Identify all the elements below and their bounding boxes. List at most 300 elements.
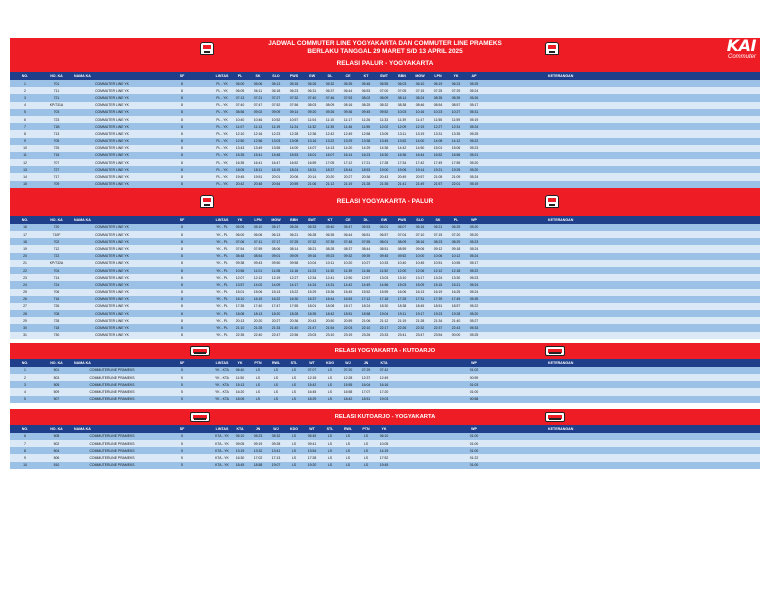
table-cell: 01:00	[469, 448, 479, 453]
table-cell: 17:20	[379, 389, 389, 394]
table-cell: 5	[181, 389, 183, 394]
table-cell: 06:03	[397, 81, 407, 86]
table-cell: 05:20	[469, 167, 479, 172]
table-cell: LS	[273, 368, 279, 373]
table-cell: 09:43	[253, 261, 263, 266]
table-cell: 18:42	[325, 311, 335, 316]
table-cell: YK - PL	[216, 225, 228, 230]
table-cell: 17:35	[235, 304, 245, 309]
column-header: BBN	[398, 74, 406, 78]
table-cell: 18:57	[451, 304, 461, 309]
table-cell: 19:25	[451, 167, 461, 172]
table-cell: 18:08	[235, 311, 245, 316]
table-cell: 11:39	[325, 124, 335, 129]
table-cell: 18:51	[343, 311, 353, 316]
table-cell: 8	[181, 139, 183, 144]
table-cell: 17:05	[325, 160, 335, 165]
table-cell: 20:20	[325, 175, 335, 180]
table-cell: 07:32	[307, 239, 317, 244]
table-cell: 12:31	[451, 124, 461, 129]
table-cell: 14:50	[415, 146, 425, 151]
column-header: STL	[290, 360, 298, 365]
table-cell: 5	[24, 110, 26, 115]
table-cell: LS	[255, 382, 261, 387]
table-cell: 09:20	[307, 110, 317, 115]
table-cell: 09:19	[253, 441, 263, 446]
train-icon	[190, 346, 210, 356]
table-cell: 22:10	[361, 326, 371, 331]
table-cell: 20:43	[307, 318, 317, 323]
table-cell: 16:19	[433, 290, 443, 295]
table-cell: LS	[363, 463, 369, 468]
table-cell: 15:06	[451, 146, 461, 151]
table-cell: 21:34	[433, 318, 443, 323]
column-header: KDG	[290, 426, 298, 431]
table-cell: 13:19	[235, 448, 245, 453]
table-cell: 17:31	[415, 297, 425, 302]
table-cell: 06:06	[253, 232, 263, 237]
column-header: LPN	[254, 217, 262, 222]
table-cell: 07:53	[343, 95, 353, 100]
table-cell: 14:29	[361, 146, 371, 151]
table-cell: 08:56	[235, 110, 245, 115]
table-cell: 09:58	[289, 261, 299, 266]
table-cell: 727	[53, 167, 60, 172]
table-cell: COMMUTER LINE YK	[95, 268, 129, 273]
table-cell: LS	[255, 368, 261, 373]
table-cell: LS	[327, 397, 333, 402]
table-cell: 17:07	[361, 389, 371, 394]
table-row	[10, 303, 760, 310]
table-cell: 07:29	[451, 88, 461, 93]
table-cell: LS	[291, 434, 297, 439]
table-cell: 18:19	[271, 167, 281, 172]
table-cell: 01:00	[469, 441, 479, 446]
table-cell: COMMUTERLINE PRAMEKS	[89, 397, 135, 402]
table-cell: 16:44	[415, 153, 425, 158]
table-cell: LS	[363, 448, 369, 453]
table-cell: 2	[24, 88, 26, 93]
table-cell: 17:55	[451, 160, 461, 165]
table-cell: 16:13	[415, 290, 425, 295]
table-cell: PL - YK	[216, 182, 228, 187]
table-cell: 10:33	[379, 261, 389, 266]
table-cell: 06:16	[415, 225, 425, 230]
table-cell: 09:26	[325, 110, 335, 115]
table-cell: 05:22	[469, 268, 479, 273]
table-cell: 19:03	[379, 397, 389, 402]
table-cell: 13:03	[379, 275, 389, 280]
table-cell: 14:02	[253, 282, 263, 287]
table-cell: 06:00	[235, 232, 245, 237]
column-header: SF	[179, 360, 185, 365]
table-cell: 12:00	[397, 268, 407, 273]
column-header: NAMA KA	[74, 360, 91, 365]
table-cell: 10:51	[433, 261, 443, 266]
column-header: STL	[326, 426, 334, 431]
table-cell: 09:06	[415, 246, 425, 251]
table-cell: 730	[53, 333, 60, 338]
table-row	[10, 102, 760, 109]
column-header: KETERANGAN	[548, 74, 574, 78]
table-body	[10, 224, 760, 339]
table-cell: COMMUTER LINE YK	[95, 246, 129, 251]
table-cell: COMMUTER LINE YK	[95, 282, 129, 287]
table-cell: 13:52	[397, 139, 407, 144]
table-cell: 10:03	[397, 110, 407, 115]
table-cell: COMMUTER LINE YK	[95, 117, 129, 122]
table-cell: 11:24	[289, 124, 299, 129]
table-cell: 09:38	[235, 261, 245, 266]
table-cell: 7	[24, 441, 26, 446]
table-row	[10, 231, 760, 238]
table-cell: 12:58	[361, 131, 371, 136]
table-cell: 11:01	[253, 268, 263, 273]
table-cell: 24	[23, 282, 27, 287]
table-cell: 12:18	[451, 268, 461, 273]
table-cell: 6	[24, 117, 26, 122]
table-cell: 17	[23, 232, 27, 237]
table-cell: 14:19	[379, 448, 389, 453]
table-cell: 711	[53, 88, 60, 93]
table-cell: 05:39	[343, 81, 353, 86]
table-cell: 724	[53, 282, 60, 287]
table-cell: 8	[181, 153, 183, 158]
column-header: KETERANGAN	[548, 426, 574, 431]
table-cell: 10:40	[397, 261, 407, 266]
column-header: SF	[179, 74, 185, 78]
table-cell: 20:13	[235, 318, 245, 323]
table-row	[10, 130, 760, 137]
table-cell: 15:55	[343, 382, 353, 387]
table-header	[10, 359, 760, 367]
table-cell: 08:23	[433, 239, 443, 244]
table-cell: 20:36	[361, 175, 371, 180]
column-header: KT	[363, 74, 369, 78]
table-cell: 14:49	[361, 282, 371, 287]
table-cell: PL - YK	[216, 95, 228, 100]
table-cell: 707	[53, 160, 60, 165]
table-cell: 19:17	[415, 311, 425, 316]
table-cell: 16:37	[307, 297, 317, 302]
table-cell: COMMUTER LINE YK	[95, 304, 129, 309]
table-cell: 15	[23, 182, 27, 187]
table-cell: COMMUTERLINE PRAMEKS	[89, 368, 135, 373]
table-cell: YK - PL	[216, 297, 228, 302]
column-header: RWL	[343, 426, 353, 431]
table-cell: 10:12	[451, 254, 461, 259]
table-cell: 06:11	[253, 88, 263, 93]
table-cell: 5	[24, 397, 26, 402]
table-cell: 704	[53, 268, 60, 273]
table-cell: 14:17	[289, 282, 299, 287]
table-cell: 8	[181, 131, 183, 136]
column-header: BBN	[290, 217, 298, 222]
table-cell: 11:33	[379, 117, 389, 122]
table-cell: 19:28	[451, 311, 461, 316]
table-cell: 16:30	[289, 297, 299, 302]
table-cell: 08:38	[397, 103, 407, 108]
table-cell: 09:09	[289, 254, 299, 259]
table-cell: 15:42	[307, 382, 317, 387]
column-header: SLO	[272, 74, 280, 78]
table-cell: 5	[181, 463, 183, 468]
table-cell: 714	[53, 275, 60, 280]
table-cell: 16:10	[235, 297, 245, 302]
table-cell: 09:05	[235, 441, 245, 446]
table-cell: 11:39	[343, 268, 353, 273]
table-cell: COMMUTER LINE YK	[95, 103, 129, 108]
table-cell: 09:45	[379, 254, 389, 259]
table-cell: 07:32	[289, 95, 299, 100]
table-cell: 07:40	[307, 95, 317, 100]
table-cell: 8	[181, 297, 183, 302]
table-cell: 21:19	[343, 182, 353, 187]
column-header: KTA	[236, 426, 244, 431]
table-cell: PL - YK	[216, 117, 228, 122]
table-row	[10, 159, 760, 166]
table-cell: 08:09	[379, 95, 389, 100]
table-cell: YK - PL	[216, 304, 228, 309]
table-cell: 07:15	[415, 88, 425, 93]
table-cell: KTA - YK	[215, 434, 229, 439]
table-cell: PL - YK	[216, 146, 228, 151]
table-cell: 17:12	[343, 160, 353, 165]
table-cell: KTA - YK	[215, 441, 229, 446]
table-cell: 17:39	[433, 297, 443, 302]
table-header	[10, 425, 760, 433]
table-cell: 21:41	[397, 182, 407, 187]
table-cell: 17:28	[307, 455, 317, 460]
table-cell: 13:30	[451, 275, 461, 280]
table-cell: 05:05	[235, 225, 245, 230]
table-cell: 07:52	[271, 103, 281, 108]
table-cell: PL - YK	[216, 81, 228, 86]
table-cell: 709	[53, 182, 60, 187]
table-cell: 8	[181, 124, 183, 129]
table-cell: 21:40	[451, 318, 461, 323]
table-row	[10, 440, 760, 447]
table-cell: 18:05	[235, 397, 245, 402]
table-cell: 21:10	[235, 326, 245, 331]
table-cell: 21:40	[289, 326, 299, 331]
table-cell: 05:26	[307, 81, 317, 86]
table-cell: 21:06	[361, 318, 371, 323]
table-cell: 05:22	[469, 139, 479, 144]
table-cell: 18:30	[379, 304, 389, 309]
table-cell: LS	[291, 455, 297, 460]
table-row	[10, 447, 760, 454]
table-cell: 17:21	[361, 160, 371, 165]
table-cell: 3	[24, 382, 26, 387]
table-cell: 05:00	[235, 81, 245, 86]
table-cell: 15:01	[235, 290, 245, 295]
table-cell: 08:35	[433, 95, 443, 100]
table-cell: 13:31	[433, 131, 443, 136]
table-cell: 20:14	[307, 175, 317, 180]
table-cell: 05:24	[469, 246, 479, 251]
table-cell: 15:03	[397, 282, 407, 287]
table-cell: COMMUTER LINE YK	[95, 326, 129, 331]
table-cell: 16:30	[379, 153, 389, 158]
column-header: CE	[345, 74, 351, 78]
table-cell: 07:05	[397, 88, 407, 93]
table-cell: 17:42	[415, 160, 425, 165]
table-cell: YK - PL	[216, 290, 228, 295]
table-cell: 8	[181, 88, 183, 93]
table-cell: 13:45	[379, 139, 389, 144]
table-cell: 8	[24, 448, 26, 453]
table-cell: 17:02	[253, 455, 263, 460]
table-cell: 18:51	[433, 304, 443, 309]
table-cell: 07:25	[289, 239, 299, 244]
table-cell: 725	[53, 146, 60, 151]
column-header: KTA	[380, 360, 388, 365]
table-cell: 506	[53, 455, 60, 460]
table-cell: 16:22	[271, 297, 281, 302]
table-cell: 718	[53, 326, 60, 331]
table-cell: COMMUTERLINE PRAMEKS	[89, 389, 135, 394]
table-cell: 509	[53, 389, 60, 394]
table-cell: 06:25	[451, 225, 461, 230]
table-cell: 22:40	[253, 333, 263, 338]
table-cell: 31	[23, 333, 27, 338]
table-cell: 22:37	[433, 326, 443, 331]
table-cell: 00:00	[451, 333, 461, 338]
train-icon	[190, 412, 210, 422]
table-cell: 05:53	[361, 225, 371, 230]
table-cell: 18:24	[361, 304, 371, 309]
table-cell: 17:49	[433, 160, 443, 165]
column-header: YK	[381, 426, 387, 431]
table-cell: 08:14	[397, 95, 407, 100]
table-cell: 05:13	[271, 81, 281, 86]
table-cell: 18:37	[325, 167, 335, 172]
table-cell: 706	[53, 290, 60, 295]
table-cell: 13:19	[415, 131, 425, 136]
table-cell: 18:51	[361, 397, 371, 402]
table-row	[10, 332, 760, 339]
table-cell: 22:56	[289, 333, 299, 338]
table-cell: 14	[23, 175, 27, 180]
table-cell: 21:09	[451, 175, 461, 180]
table-cell: PL - YK	[216, 139, 228, 144]
column-header: LINTAS	[215, 360, 229, 365]
table-row	[10, 253, 760, 260]
table-cell: 16	[23, 225, 27, 230]
table-cell: 21:12	[325, 182, 335, 187]
table-cell: 11:19	[271, 124, 281, 129]
table-cell: 08:16	[415, 239, 425, 244]
table-cell: 21:49	[415, 182, 425, 187]
column-header: WJ	[273, 426, 279, 431]
table-cell: 18:35	[307, 311, 317, 316]
table-cell: 06:53	[361, 88, 371, 93]
column-header: SF	[179, 217, 185, 222]
table-cell: 2	[24, 375, 26, 380]
column-header: JN	[255, 426, 261, 431]
table-cell: 05:35	[469, 297, 479, 302]
table-cell: 14:20	[343, 146, 353, 151]
table-cell: COMMUTER LINE YK	[95, 225, 129, 230]
table-cell: 18:45	[235, 463, 245, 468]
table-row	[10, 123, 760, 130]
table-cell: 07:59	[253, 246, 263, 251]
table-cell: 07:54	[235, 246, 245, 251]
table-cell: 16:15	[253, 297, 263, 302]
table-cell: 19:45	[379, 463, 389, 468]
table-cell: 18:31	[307, 167, 317, 172]
table-cell: COMMUTER LINE YK	[95, 318, 129, 323]
table-cell: 21:25	[253, 326, 263, 331]
table-cell: 22:35	[235, 333, 245, 338]
table-cell: PL - YK	[216, 103, 228, 108]
table-cell: 510	[53, 463, 60, 468]
table-cell: 07:46	[325, 95, 335, 100]
table-cell: YK - PL	[216, 261, 228, 266]
table-cell: 16:58	[343, 389, 353, 394]
column-header: KDG	[326, 360, 334, 365]
table-cell: 17:40	[253, 304, 263, 309]
table-cell: 10:20	[343, 261, 353, 266]
table-cell: 15:29	[307, 290, 317, 295]
table-cell: 06:18	[271, 88, 281, 93]
column-header: NO. KA	[50, 74, 63, 78]
table-cell: 23	[23, 275, 27, 280]
column-header: YK	[237, 217, 243, 222]
table-cell: 05:55	[379, 81, 389, 86]
column-header: NAMA KA	[74, 426, 91, 431]
table-cell: 4	[24, 389, 26, 394]
table-cell: 21:06	[307, 182, 317, 187]
table-cell: 6	[24, 434, 26, 439]
column-header: GW	[308, 74, 316, 78]
table-cell: 08:29	[451, 239, 461, 244]
table-cell: 19:23	[433, 311, 443, 316]
table-cell: 716	[53, 297, 60, 302]
table-cell: 13:08	[289, 139, 299, 144]
column-header: WJ	[345, 360, 351, 365]
table-cell: 05:10	[235, 434, 245, 439]
table-cell: 10:40	[235, 117, 245, 122]
table-cell: 16:47	[271, 160, 281, 165]
table-row	[10, 324, 760, 331]
section-title: RELASI PALUR - YOGYAKARTA	[336, 60, 434, 67]
table-cell: YK - KTA	[215, 375, 229, 380]
table-cell: 09:16	[307, 254, 317, 259]
table-cell: 726	[53, 304, 60, 309]
table-row	[10, 173, 760, 180]
table-cell: 05:47	[343, 225, 353, 230]
table-cell: 21:35	[379, 182, 389, 187]
column-header: AP	[471, 74, 477, 78]
table-cell: 11:52	[379, 268, 389, 273]
table-cell: 728	[53, 318, 60, 323]
column-header: LINTAS	[215, 426, 229, 431]
table-cell: 16:41	[253, 160, 263, 165]
table-cell: 12:15	[307, 375, 317, 380]
column-header: NO. KA	[50, 426, 63, 431]
table-cell: YK - KTA	[215, 382, 229, 387]
table-cell: 05:23	[253, 434, 263, 439]
table-cell: 12:12	[253, 275, 263, 280]
table-cell: 22:01	[451, 182, 461, 187]
table-cell: 05:24	[469, 290, 479, 295]
table-cell: 01:00	[469, 389, 479, 394]
table-cell: 15:48	[271, 153, 281, 158]
table-cell: 715	[53, 153, 60, 158]
table-cell: 11:46	[361, 268, 371, 273]
